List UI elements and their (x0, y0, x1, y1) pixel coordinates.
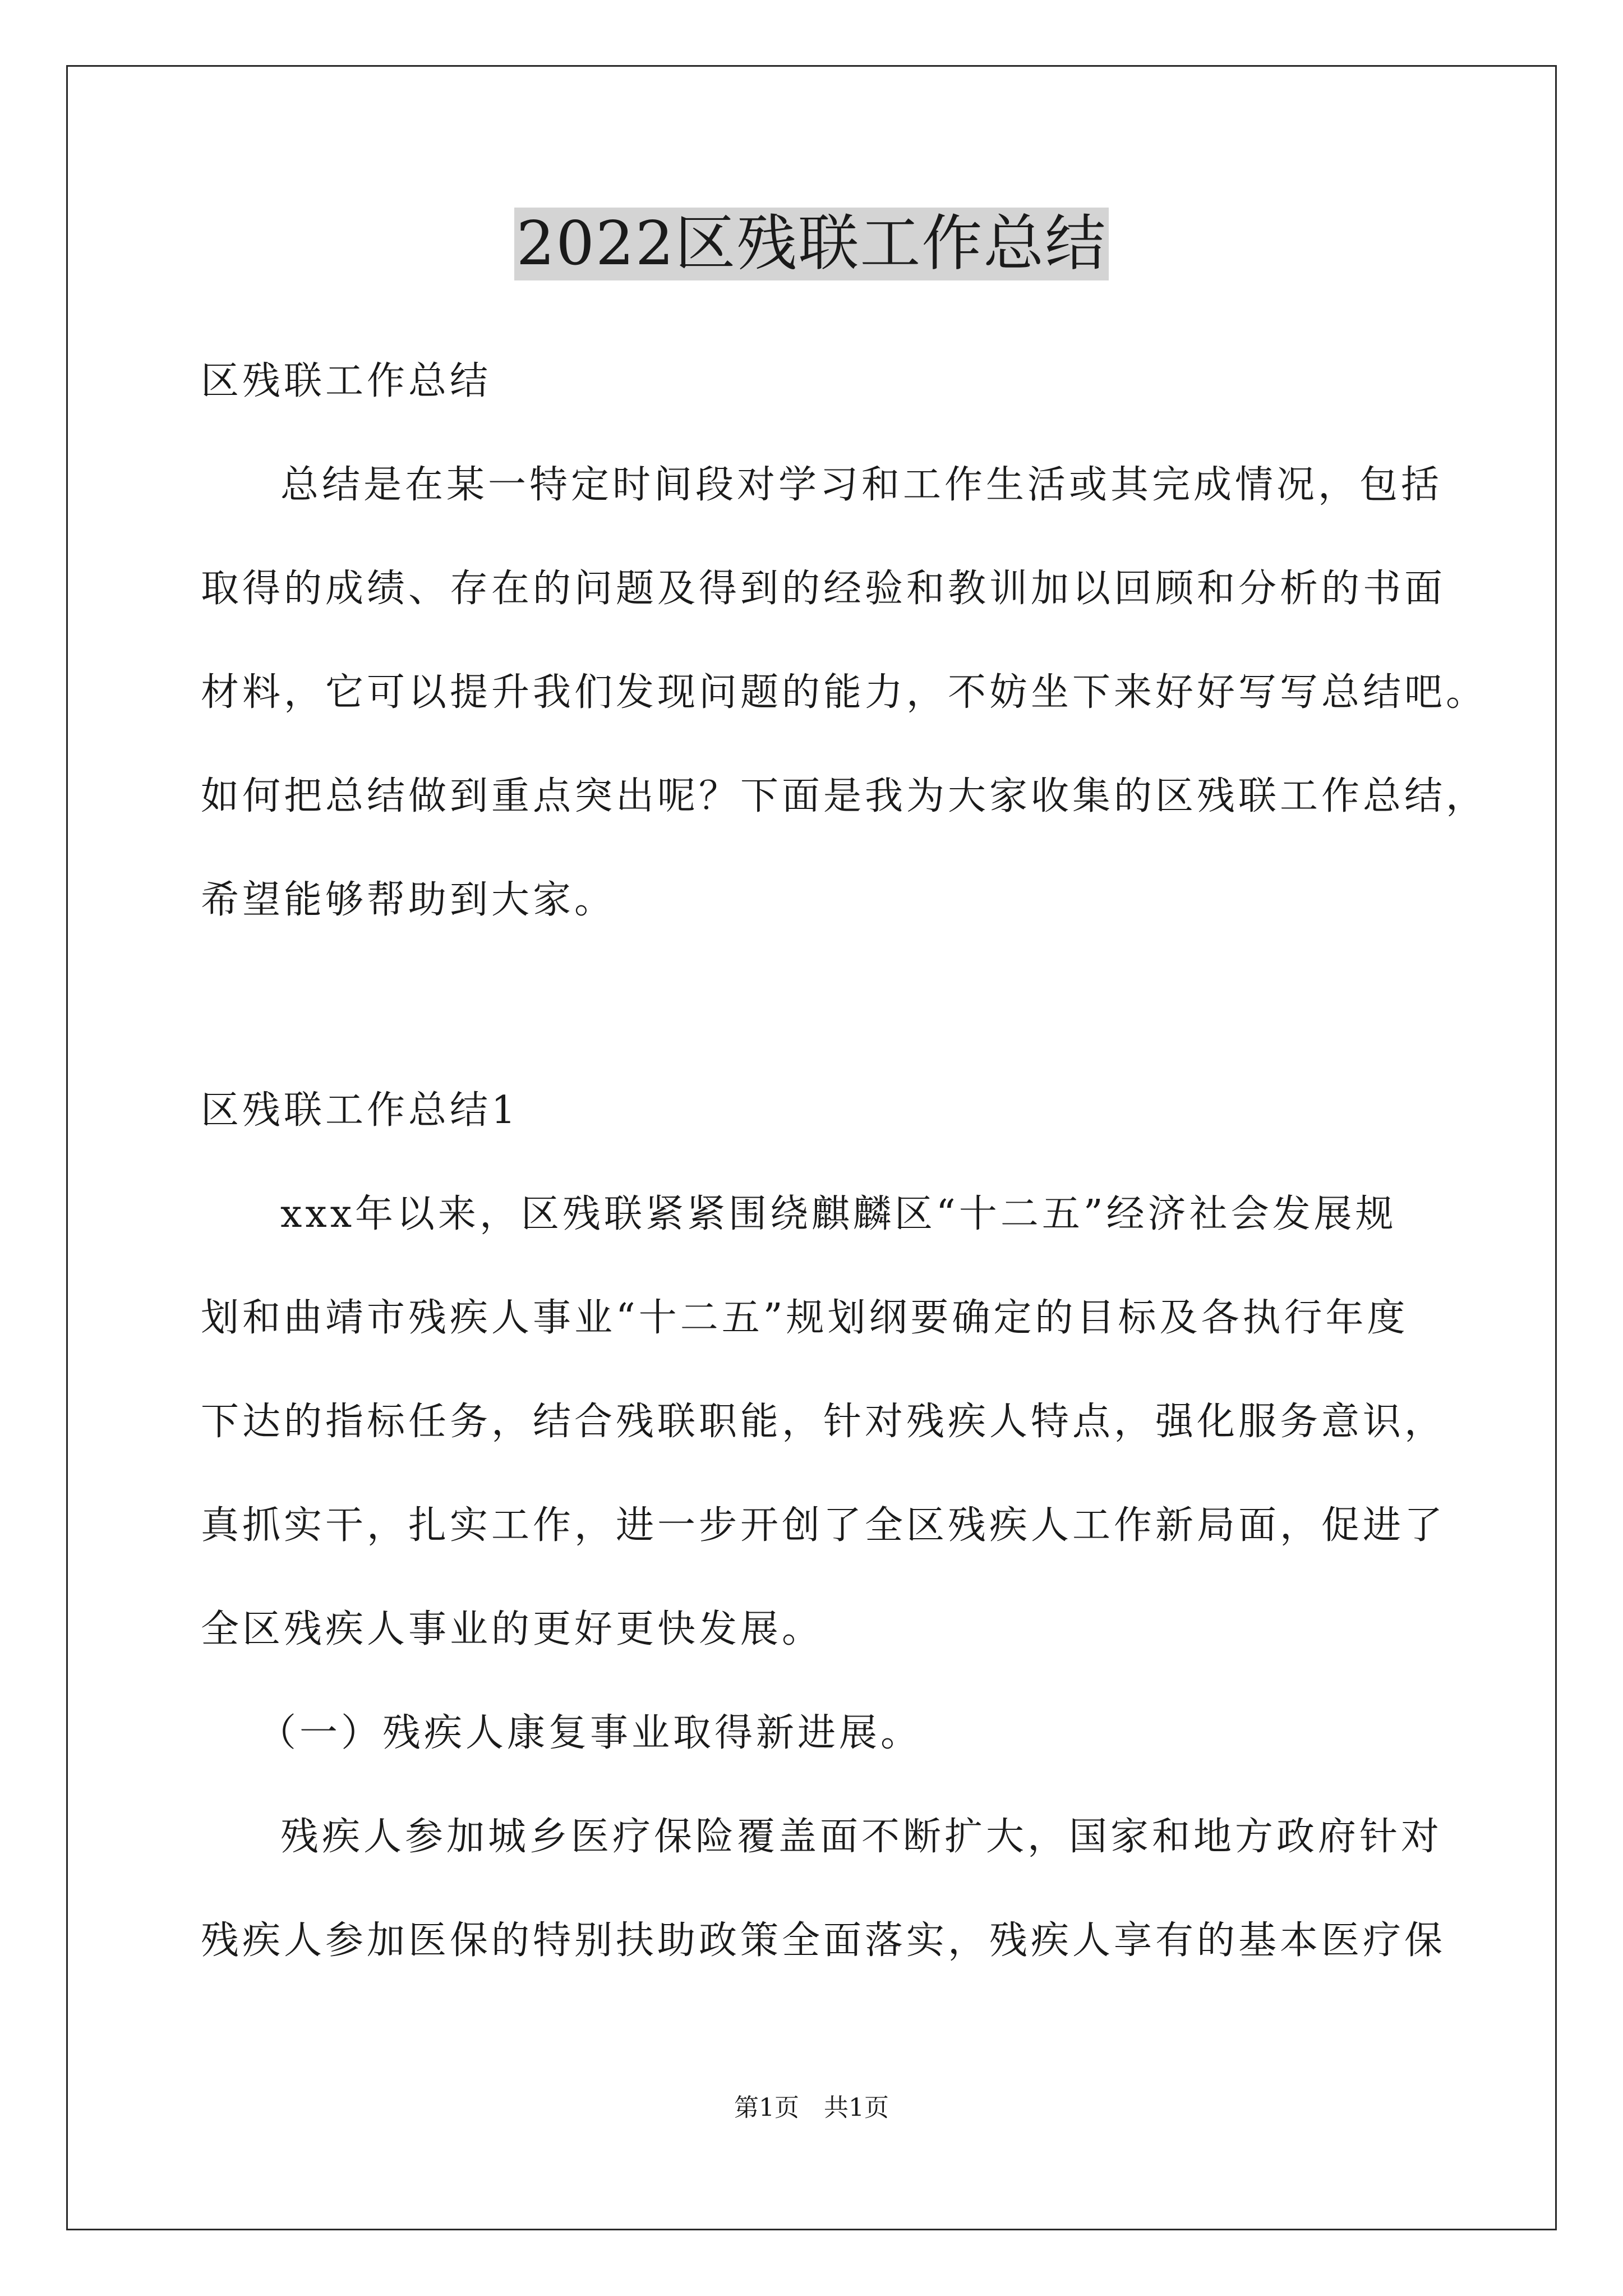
document-title-wrap (0, 208, 1623, 280)
section1-line: 真抓实干，扎实工作，进一步开创了全区残疾人工作新局面，促进了 (201, 1503, 1446, 1548)
intro-line: 总结是在某一特定时间段对学习和工作生活或其完成情况，包括 (280, 463, 1443, 507)
section-heading: 区残联工作总结1 (201, 1088, 519, 1133)
document-title: 2022区残联工作总结 (514, 208, 1109, 280)
para3-line: 残疾人参加医保的特别扶助政策全面落实，残疾人享有的基本医疗保 (201, 1918, 1446, 1963)
intro-line: 希望能够帮助到大家。 (201, 878, 616, 922)
sub-heading: （一）残疾人康复事业取得新进展。 (258, 1711, 923, 1755)
subtitle: 区残联工作总结 (201, 359, 492, 403)
page-footer: 第1页 共1页 (734, 2093, 889, 2122)
section1-line: xxx年以来，区残联紧紧围绕麒麟区“十二五”经济社会发展规 (280, 1192, 1397, 1236)
section1-line: 划和曲靖市残疾人事业“十二五”规划纲要确定的目标及各执行年度 (201, 1296, 1409, 1340)
section1-line: 全区残疾人事业的更好更快发展。 (201, 1607, 824, 1651)
intro-line: 材料，它可以提升我们发现问题的能力，不妨坐下来好好写写总结吧。 (201, 670, 1488, 715)
para3-line: 残疾人参加城乡医疗保险覆盖面不断扩大，国家和地方政府针对 (280, 1815, 1443, 1859)
section1-line: 下达的指标任务，结合残联职能，针对残疾人特点，强化服务意识， (201, 1400, 1446, 1444)
intro-line: 如何把总结做到重点突出呢？下面是我为大家收集的区残联工作总结， (201, 774, 1488, 818)
intro-line: 取得的成绩、存在的问题及得到的经验和教训加以回顾和分析的书面 (201, 567, 1446, 611)
